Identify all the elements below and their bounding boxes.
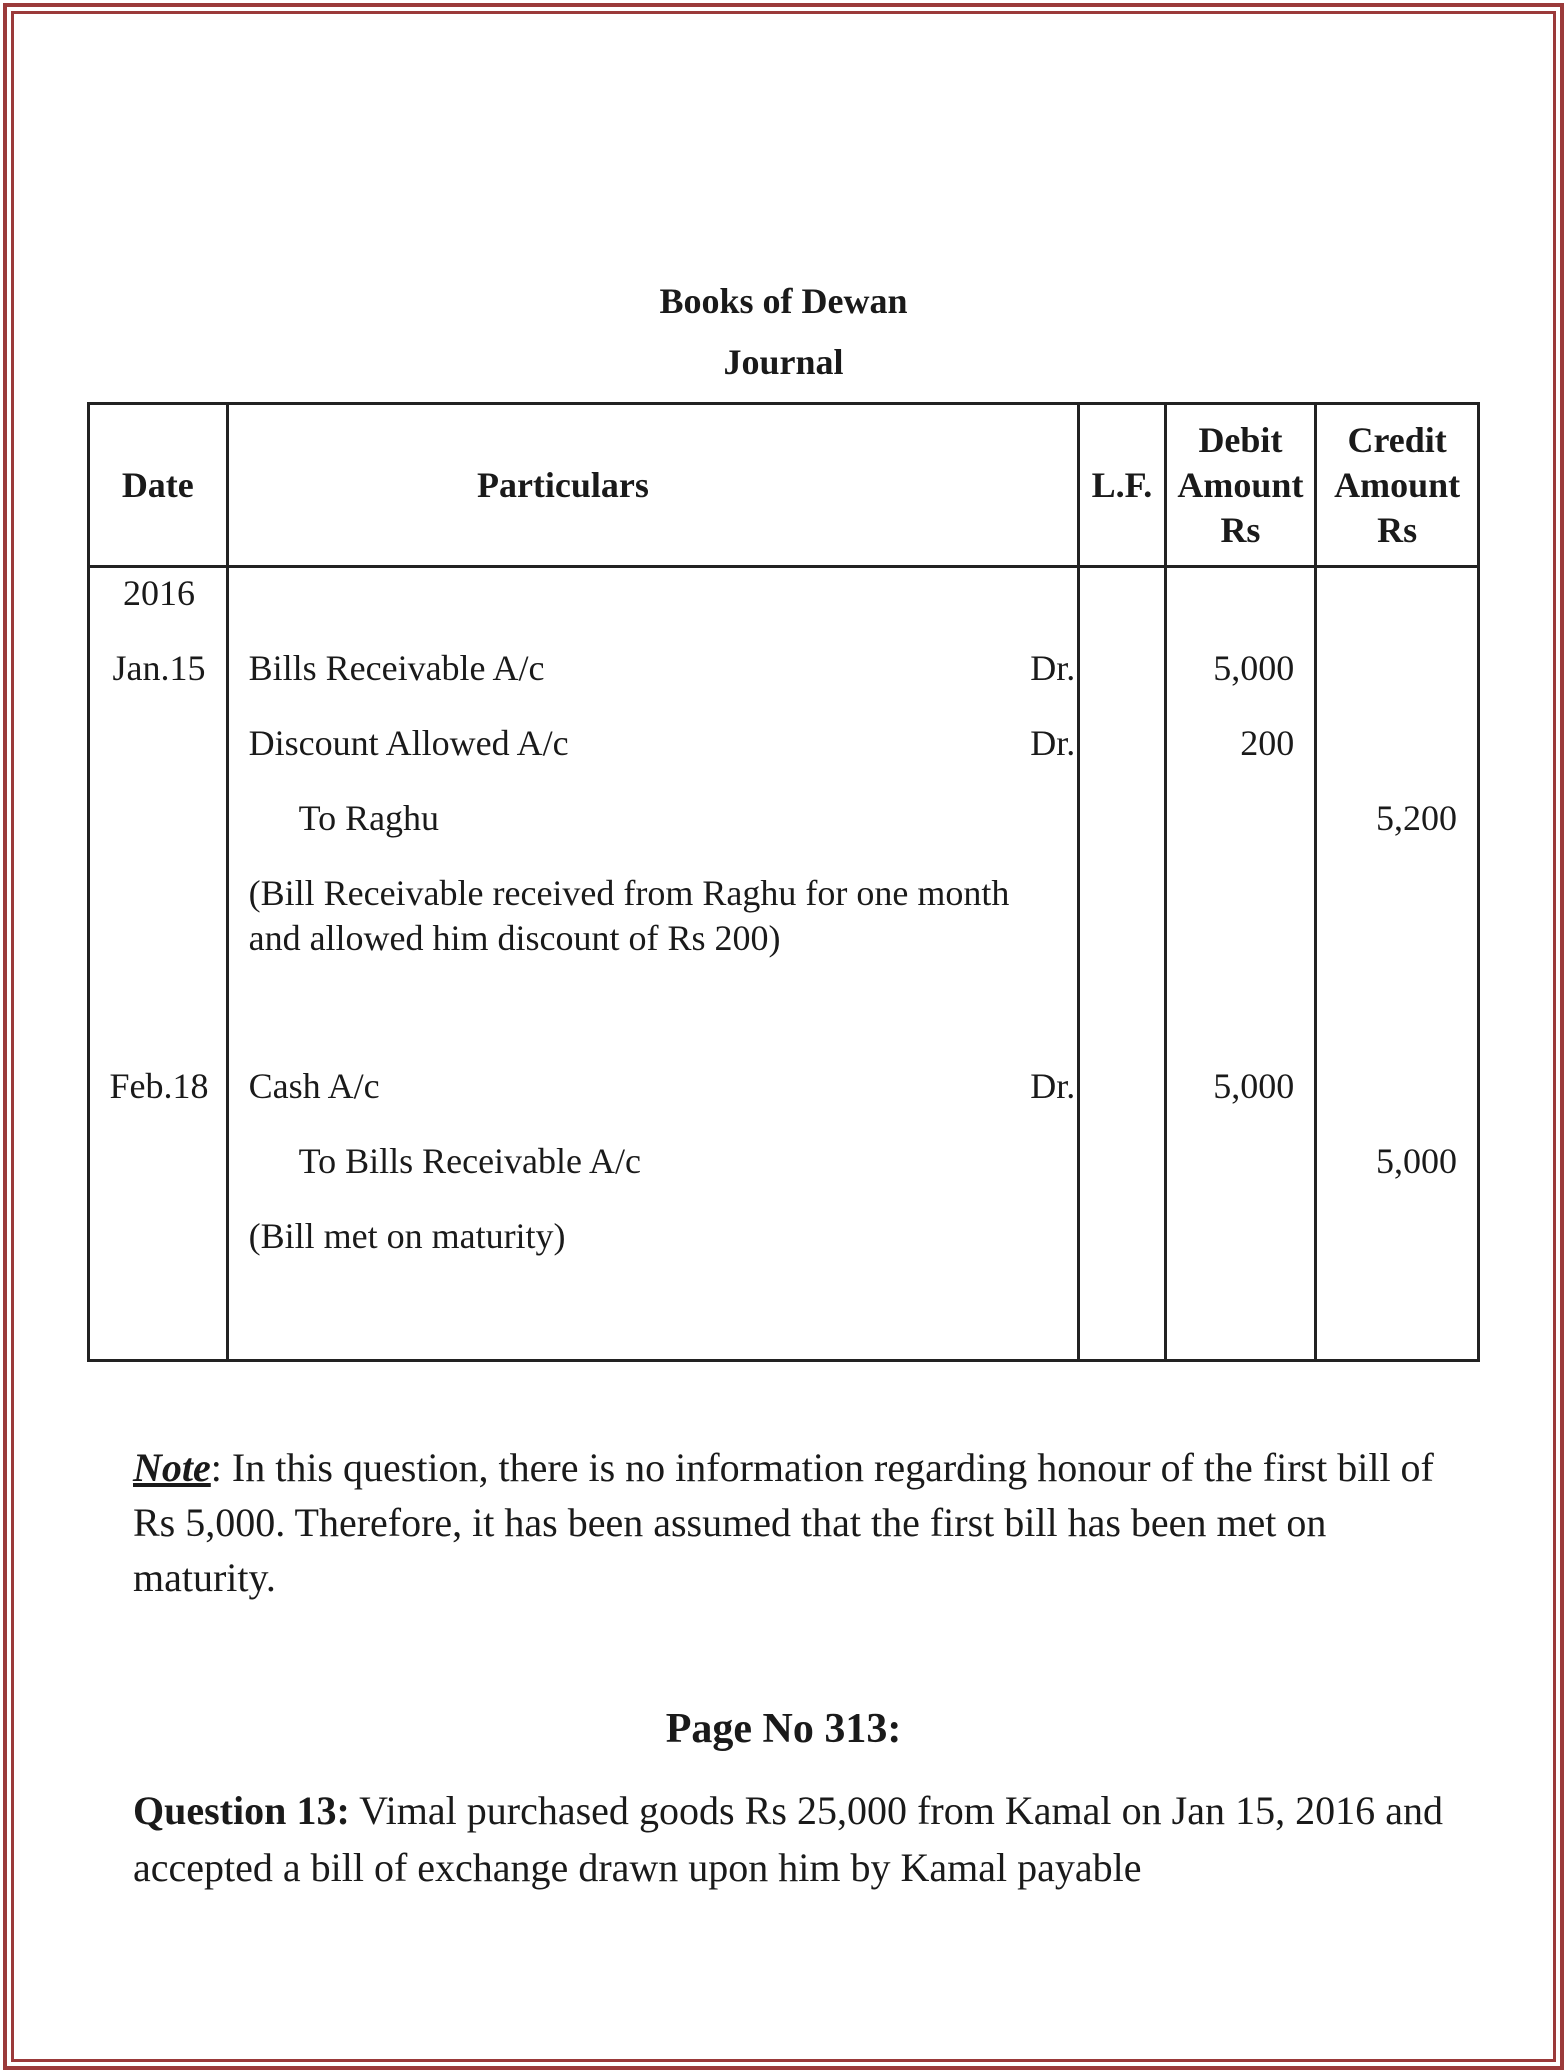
entry1-debit-5000: 5,000 (1213, 648, 1295, 688)
entry1-narration-line2: and allowed him discount of Rs 200) (248, 918, 781, 958)
entry2-credit-5000: 5,000 (1376, 1141, 1457, 1181)
entry2-account-to-bills-receivable: To Bills Receivable A/c (298, 1141, 641, 1181)
entry1-debit-200: 200 (1240, 723, 1295, 763)
header-lf: L.F. (1079, 404, 1165, 567)
note-label: Note (133, 1445, 211, 1490)
entry2-debit-5000: 5,000 (1213, 1066, 1295, 1106)
header-particulars: Particulars (227, 404, 1079, 567)
books-title: Books of Dewan (659, 281, 908, 321)
year-label: 2016 (123, 573, 195, 613)
entry2-narration: (Bill met on maturity) (248, 1216, 566, 1256)
note-paragraph (133, 1440, 1443, 1605)
entry1-account-bills-receivable: Bills Receivable A/c (248, 648, 545, 688)
lf-column (1079, 567, 1165, 1361)
entry1-account-to-raghu: To Raghu (298, 798, 440, 838)
entry2-date: Feb.18 (109, 1066, 209, 1106)
entry1-account-discount-allowed: Discount Allowed A/c (248, 723, 569, 763)
date-column (89, 567, 228, 1361)
entry1-credit-5200: 5,200 (1376, 798, 1457, 838)
journal-title: Journal (723, 342, 844, 382)
question-paragraph (133, 1782, 1443, 1896)
entry1-dr-2: Dr. (1030, 723, 1076, 763)
entry2-dr: Dr. (1030, 1066, 1076, 1106)
header-date: Date (89, 404, 228, 567)
header-credit: Credit Amount Rs (1316, 404, 1479, 567)
debit-column (1165, 567, 1316, 1361)
page-number-heading: Page No 313: (665, 1706, 902, 1752)
question-text: Vimal purchased goods Rs 25,000 from Kamal on Jan 15, 2016 and accepted a bill of exchange drawn upon him by Kamal payable (133, 1788, 1443, 1890)
question-label: Question 13: (133, 1788, 350, 1833)
journal-table (87, 402, 1480, 1362)
entry1-dr-1: Dr. (1030, 648, 1076, 688)
header-debit: Debit Amount Rs (1165, 404, 1316, 567)
note-text: : In this question, there is no information regarding honour of the first bill of Rs 5,000. Therefore, it has been assumed that the first bill has been met on maturity. (133, 1445, 1434, 1600)
particulars-column (227, 567, 1079, 1361)
table-header-row (89, 404, 1479, 567)
journal-body-row (89, 567, 1479, 1361)
credit-column (1316, 567, 1479, 1361)
entry1-date: Jan.15 (112, 648, 206, 688)
entry2-account-cash: Cash A/c (248, 1066, 380, 1106)
entry1-narration-line1: (Bill Receivable received from Raghu for one month (248, 873, 1010, 913)
